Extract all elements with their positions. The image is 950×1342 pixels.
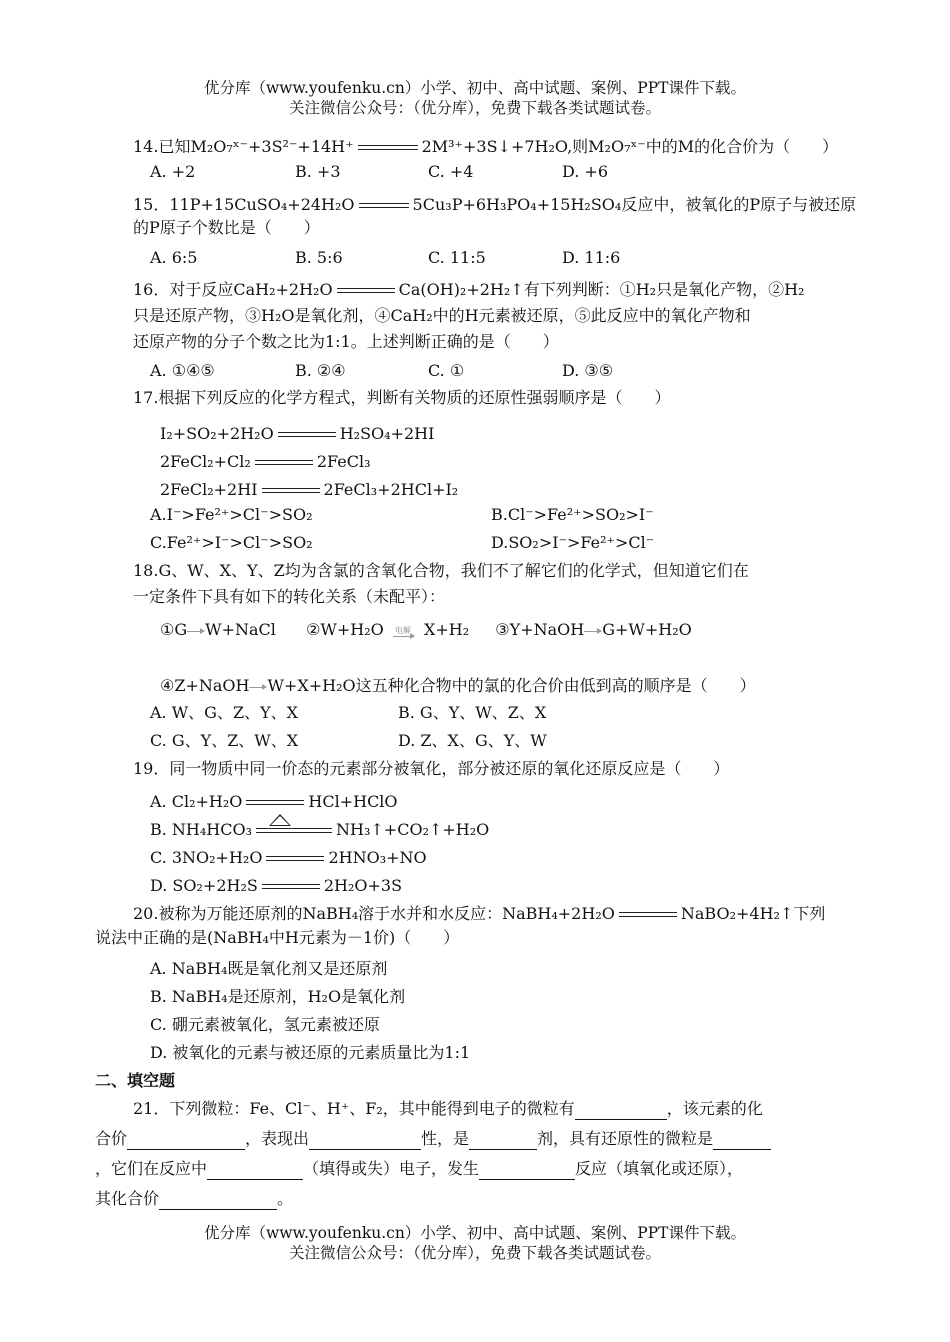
q18-option-c[interactable]: C. G、Y、Z、W、X [150,731,299,750]
q21-text-4: ，表现出 [245,1129,310,1148]
q18-option-b[interactable]: B. G、Y、W、Z、X [398,703,547,722]
equals-sign-icon [256,826,332,836]
q16-stem-right: Ca(OH)₂+2H₂↑有下列判断：①H₂只是氧化产物，②H₂ [398,280,805,299]
q19-c-right: 2HNO₃+NO [328,848,427,867]
q16-option-a[interactable]: A. ①④⑤ [150,361,215,380]
q21-text-1: 21．下列微粒：Fe、Cl⁻、H⁺、F₂，其中能得到电子的微粒有 [133,1099,575,1118]
q20-option-d[interactable]: D. 被氧化的元素与被还原的元素质量比为1:1 [150,1043,471,1062]
q16-stem-line-2: 只是还原产物，③H₂O是氧化剂，④CaH₂中的H元素被还原，⑤此反应中的氧化产物和 [133,306,751,325]
q18-option-a[interactable]: A. W、G、Z、Y、X [150,703,299,722]
q15-stem-line-2: 的P原子个数比是（ ） [133,218,320,237]
reaction-arrow-icon [187,628,205,634]
q21-line-4 [95,1188,293,1210]
answer-blank-4[interactable] [469,1133,537,1150]
q19-a-left: A. Cl₂+H₂O [150,792,243,811]
equals-sign-icon [359,201,409,211]
q18-r4-left: ④Z+NaOH [160,676,250,695]
question-16-stem [133,279,804,301]
q20-option-b[interactable]: B. NaBH₄是还原剂，H₂O是氧化剂 [150,987,406,1006]
q14-option-a[interactable]: A. +2 [150,162,196,181]
q18-reactions-row [160,619,692,641]
q18-stem-line-1: 18.G、W、X、Y、Z均为含氯的含氧化合物，我们不了解它们的化学式，但知道它们在 [133,561,749,580]
q20-option-c[interactable]: C. 硼元素被氧化，氢元素被还原 [150,1015,380,1034]
q20-option-a[interactable]: A. NaBH₄既是氧化剂又是还原剂 [150,959,388,978]
q18-reaction-4 [160,675,756,697]
q21-text-2: ，该元素的化 [666,1099,763,1118]
q19-d-right: 2H₂O+3S [323,876,403,895]
q14-stem-right: 2M³⁺+3S↓+7H₂O,则M₂O₇ˣ⁻中的M的化合价为（ ） [421,137,839,156]
q18-r1-left: ①G [160,620,188,639]
footer-line-1: 优分库（www.youfenku.cn）小学、初中、高中试题、案例、PPT课件下载。 [203,1224,747,1242]
q17-reaction-1 [160,423,434,445]
q17-r2-right: 2FeCl₃ [316,452,371,471]
q19-d-left: D. SO₂+2H₂S [150,876,258,895]
q21-text-11: 。 [277,1189,294,1208]
header-line-2: 关注微信公众号：（优分库），免费下载各类试题试卷。 [288,99,661,117]
equals-sign-icon [337,286,395,296]
q17-option-b[interactable]: B.Cl⁻>Fe²⁺>SO₂>I⁻ [491,505,654,524]
q21-line-3 [95,1158,743,1180]
q20-stem-line-2: 说法中正确的是(NaBH₄中H元素为－1价)（ ） [95,928,460,947]
q17-option-c[interactable]: C.Fe²⁺>I⁻>Cl⁻>SO₂ [150,533,313,552]
q15-stem-right: 5Cu₃P+6H₃PO₄+15H₂SO₄反应中，被氧化的P原子与被还原 [412,195,857,214]
equals-sign-icon [619,910,677,920]
q18-r3-left: ③Y+NaOH [495,620,585,639]
q19-a-right: HCl+HClO [308,792,398,811]
q21-line-1 [133,1098,763,1120]
section-title-fill-in: 二、填空题 [95,1071,176,1090]
q19-option-b[interactable] [150,819,489,841]
q17-reaction-2 [160,451,370,473]
equals-sign-icon [255,458,313,468]
q18-r2-right: X+H₂ [423,620,470,639]
q19-option-c[interactable] [150,847,427,869]
q15-stem-left: 15．11P+15CuSO₄+24H₂O [133,195,355,214]
q19-b-right: NH₃↑+CO₂↑+H₂O [336,820,490,839]
q16-option-c[interactable]: C. ① [428,361,465,380]
answer-blank-8[interactable] [159,1193,277,1210]
q19-option-d[interactable] [150,875,402,897]
equals-sign-icon [246,798,304,808]
q21-text-7: ，它们在反应中 [95,1159,208,1178]
q19-c-left: C. 3NO₂+H₂O [150,848,263,867]
q17-reaction-3 [160,479,458,501]
q16-option-d[interactable]: D. ③⑤ [562,361,614,380]
answer-blank-2[interactable] [127,1133,245,1150]
reaction-arrow-icon [249,684,267,690]
q21-text-5: 性，是 [421,1129,470,1148]
q16-stem-line-3: 还原产物的分子个数之比为1:1。上述判断正确的是（ ） [133,332,559,351]
q18-r4-right: W+X+H₂O这五种化合物中的氯的化合价由低到高的顺序是（ ） [267,676,756,695]
question-14-stem [133,136,838,158]
q17-r1-right: H₂SO₄+2HI [339,424,435,443]
q20-stem-left: 20.被称为万能还原剂的NaBH₄溶于水并和水反应：NaBH₄+2H₂O [133,904,615,923]
equals-sign-icon [358,143,418,153]
question-17-stem: 17.根据下列反应的化学方程式，判断有关物质的还原性强弱顺序是（ ） [133,388,671,407]
q18-r3-right: G+W+H₂O [602,620,692,639]
q16-stem-left: 16．对于反应CaH₂+2H₂O [133,280,333,299]
q21-text-9: 反应（填氧化或还原）， [575,1159,744,1178]
answer-blank-6[interactable] [207,1163,303,1180]
electrolysis-arrow-icon [389,624,419,638]
q18-r2-left: ②W+H₂O [306,620,384,639]
q17-r1-left: I₂+SO₂+2H₂O [160,424,274,443]
q17-option-a[interactable]: A.I⁻>Fe²⁺>Cl⁻>SO₂ [150,505,313,524]
question-19-stem: 19．同一物质中同一价态的元素部分被氧化，部分被还原的氧化还原反应是（ ） [133,759,730,778]
q14-option-d[interactable]: D. +6 [562,162,609,181]
answer-blank-5[interactable] [713,1133,771,1150]
question-20-stem [133,903,825,925]
q20-stem-right: NaBO₂+4H₂↑下列 [680,904,826,923]
q21-text-10: 其化合价 [95,1189,160,1208]
q16-option-b[interactable]: B. ②④ [295,361,346,380]
q18-r1-right: W+NaCl [205,620,276,639]
q18-stem-line-2: 一定条件下具有如下的转化关系（未配平）： [133,587,446,606]
q19-b-left: B. NH₄HCO₃ [150,820,253,839]
equals-sign-icon [262,882,320,892]
q17-r3-left: 2FeCl₂+2HI [160,480,258,499]
q18-r2-condition: 电解 [394,625,411,635]
equals-sign-icon [278,430,336,440]
q21-line-2 [95,1128,771,1150]
q14-option-c[interactable]: C. +4 [428,162,474,181]
q15-option-b[interactable]: B. 5:6 [295,248,343,267]
q21-text-3: 合价 [95,1129,128,1148]
q21-text-6: 剂，具有还原性的微粒是 [537,1129,714,1148]
q18-option-d[interactable]: D. Z、X、G、Y、W [398,731,547,750]
q17-r3-right: 2FeCl₃+2HCl+I₂ [323,480,459,499]
header-line-1: 优分库（www.youfenku.cn）小学、初中、高中试题、案例、PPT课件下载。 [203,79,747,97]
q17-r2-left: 2FeCl₂+Cl₂ [160,452,251,471]
q19-option-a[interactable] [150,791,398,813]
equals-sign-icon [262,486,320,496]
equals-sign-icon [266,854,324,864]
reaction-arrow-icon [584,628,602,634]
answer-blank-1[interactable] [575,1103,667,1120]
answer-blank-3[interactable] [309,1133,421,1150]
q14-option-b[interactable]: B. +3 [295,162,341,181]
q14-stem-left: 14.已知M₂O₇ˣ⁻+3S²⁻+14H⁺ [133,137,354,156]
q17-option-d[interactable]: D.SO₂>I⁻>Fe²⁺>Cl⁻ [491,533,655,552]
q15-option-d[interactable]: D. 11:6 [562,248,621,267]
q15-option-a[interactable]: A. 6:5 [150,248,198,267]
footer-line-2: 关注微信公众号：（优分库），免费下载各类试题试卷。 [288,1244,661,1262]
q21-text-8: （填得或失）电子，发生 [303,1159,480,1178]
q15-option-c[interactable]: C. 11:5 [428,248,486,267]
answer-blank-7[interactable] [479,1163,575,1180]
question-15-stem [133,194,856,216]
